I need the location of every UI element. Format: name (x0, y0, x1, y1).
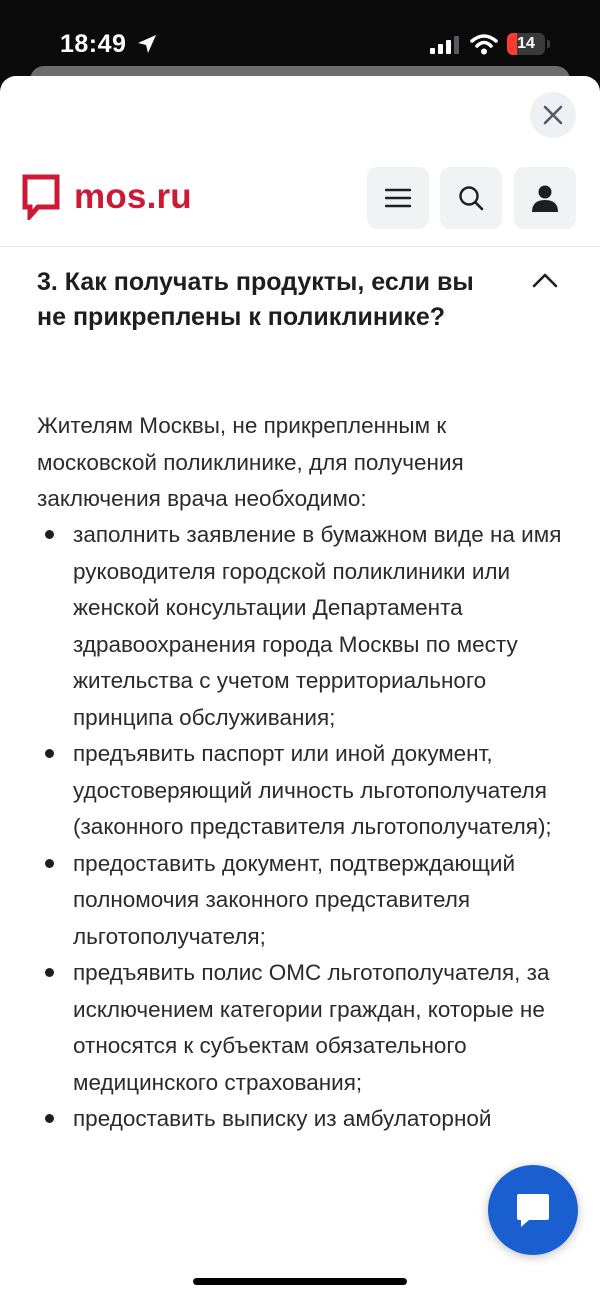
search-button[interactable] (440, 167, 502, 229)
status-time: 18:49 (60, 30, 127, 58)
profile-button[interactable] (514, 167, 576, 229)
bullet-icon (45, 749, 54, 758)
menu-button[interactable] (367, 167, 429, 229)
list-item-text: предоставить выписку из амбулаторной (73, 1106, 492, 1131)
location-arrow-icon (136, 33, 158, 55)
list-item-text: предъявить паспорт или иной документ, удостоверяющий личность льготополучателя (законного представителя льготополучателя); (73, 741, 552, 839)
chevron-up-icon[interactable] (530, 269, 560, 293)
site-logo[interactable] (22, 174, 192, 220)
bullet-icon (45, 859, 54, 868)
requirements-list (37, 517, 567, 1138)
list-item (37, 736, 567, 846)
user-icon (531, 184, 559, 212)
battery-cap (547, 40, 550, 48)
hamburger-icon (385, 187, 411, 209)
battery-indicator (507, 33, 545, 55)
battery-percent: 14 (517, 35, 535, 52)
site-header (0, 166, 600, 247)
search-icon (458, 185, 484, 211)
bullet-icon (45, 530, 54, 539)
home-indicator[interactable] (193, 1278, 407, 1285)
list-item-text: предоставить документ, подтверждающий полномочия законного представителя льготополучателя; (73, 850, 516, 949)
chat-button[interactable] (488, 1165, 578, 1255)
logo-speech-bubble-icon (22, 174, 60, 220)
list-item (37, 1101, 567, 1138)
list-item (37, 955, 567, 1101)
logo-text: mos.ru (74, 177, 192, 216)
section-intro: Жителям Москвы, не прикрепленным к московской поликлинике, для получения заключения врача необходимо: (37, 413, 464, 511)
modal-sheet (0, 76, 600, 1300)
section-title[interactable]: 3. Как получать продукты, если вы не прикреплены к поликлинике? (37, 268, 474, 331)
list-item-text: заполнить заявление в бумажном виде на имя руководителя городской поликлиники или женской консультации Департамента здравоохранения города Москвы по месту жительства с учетом территориального принципа обслуживания; (73, 522, 562, 730)
bullet-icon (45, 1114, 54, 1123)
cellular-signal-icon (430, 36, 460, 54)
close-button[interactable] (530, 92, 576, 138)
bullet-icon (45, 968, 54, 977)
wifi-icon (470, 33, 498, 55)
list-item-text: предъявить полис ОМС льготополучателя, за исключением категории граждан, которые не относятся к субъектам обязательного медицинского страхования; (73, 960, 550, 1095)
list-item (37, 517, 567, 736)
list-item (37, 846, 567, 956)
chat-icon (513, 1190, 553, 1230)
close-icon (543, 105, 563, 125)
